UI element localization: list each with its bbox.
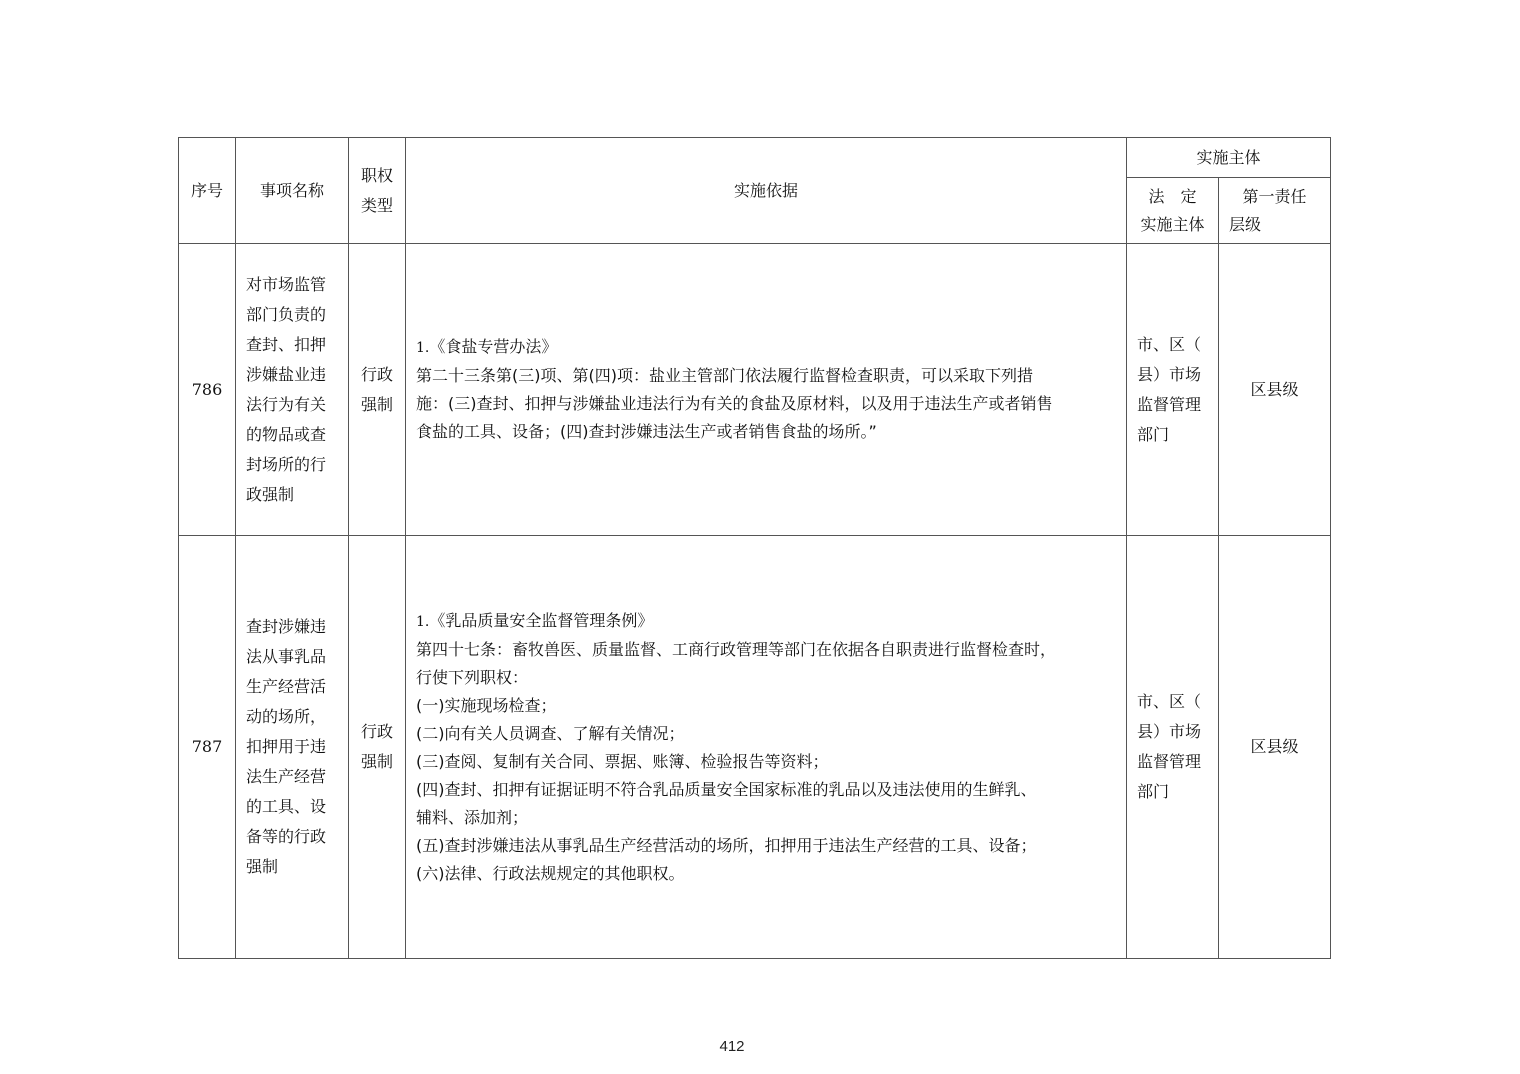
row-subject-line: 部门 bbox=[1137, 782, 1170, 801]
row-basis-line: 施：(三)查封、扣押与涉嫌盐业违法行为有关的食盐及原材料，以及用于违法生产或者销售 bbox=[416, 394, 1053, 413]
row-first-level: 区县级 bbox=[1219, 536, 1331, 959]
row-name bbox=[236, 244, 349, 536]
row-name-line: 部门负责的 bbox=[246, 304, 327, 324]
row-type-line: 行政 bbox=[360, 364, 393, 384]
row-basis-line: (三)查阅、复制有关合同、票据、账簿、检验报告等资料； bbox=[416, 751, 829, 771]
row-seq: 786 bbox=[179, 244, 236, 536]
header-type-line1: 职权 bbox=[360, 165, 393, 185]
row-type bbox=[349, 244, 406, 536]
row-basis-line: 第四十七条：畜牧兽医、质量监督、工商行政管理等部门在依据各自职责进行监督检查时， bbox=[416, 639, 1057, 659]
row-basis-line: (五)查封涉嫌违法从事乳品生产经营活动的场所，扣押用于违法生产经营的工具、设备； bbox=[416, 835, 1037, 855]
header-row-top bbox=[179, 138, 1331, 178]
row-name-line: 法从事乳品 bbox=[246, 647, 327, 666]
row-basis-line: (二)向有关人员调查、了解有关情况； bbox=[416, 723, 685, 743]
table-row bbox=[179, 244, 1331, 536]
page-number: 412 bbox=[719, 1038, 745, 1055]
header-legal-subject-line1: 法 定 bbox=[1148, 186, 1197, 206]
row-name-line: 政强制 bbox=[246, 484, 295, 504]
row-type-line: 强制 bbox=[360, 394, 393, 414]
row-name-line: 查封涉嫌违 bbox=[246, 617, 327, 636]
row-subject-line: 县）市场 bbox=[1137, 364, 1202, 384]
row-name-line: 对市场监管 bbox=[246, 274, 327, 294]
row-subject-line: 市、区（ bbox=[1137, 334, 1202, 354]
row-subject-line: 县）市场 bbox=[1137, 722, 1202, 741]
row-basis-title-num: 1. bbox=[416, 613, 430, 630]
row-name-line: 法生产经营 bbox=[246, 767, 327, 786]
header-first-level bbox=[1219, 178, 1331, 244]
header-legal-subject-line2: 实施主体 bbox=[1140, 214, 1205, 234]
header-type bbox=[349, 138, 406, 244]
row-name-line: 强制 bbox=[246, 857, 279, 876]
row-basis-title bbox=[416, 607, 1116, 636]
row-type bbox=[349, 536, 406, 959]
row-subject-line: 市、区（ bbox=[1137, 692, 1202, 711]
row-basis bbox=[406, 536, 1127, 959]
row-legal-subject bbox=[1127, 244, 1219, 536]
row-basis bbox=[406, 244, 1127, 536]
row-basis-line: (六)法律、行政法规规定的其他职权。 bbox=[416, 863, 685, 883]
header-basis: 实施依据 bbox=[406, 138, 1127, 244]
row-name-line: 生产经营活 bbox=[246, 677, 327, 696]
enforcement-items-table bbox=[178, 137, 1331, 959]
row-type-line: 行政 bbox=[360, 722, 393, 741]
row-name-line: 涉嫌盐业违 bbox=[246, 364, 327, 384]
row-seq: 787 bbox=[179, 536, 236, 959]
row-first-level: 区县级 bbox=[1219, 244, 1331, 536]
row-name-line: 的物品或查 bbox=[246, 424, 327, 444]
row-subject-line: 监督管理 bbox=[1137, 752, 1202, 771]
row-name-line: 动的场所， bbox=[246, 707, 327, 726]
row-subject-line: 监督管理 bbox=[1137, 394, 1202, 414]
table-row bbox=[179, 536, 1331, 959]
row-basis-line: (一)实施现场检查； bbox=[416, 695, 557, 715]
row-basis-title-num: 1. bbox=[416, 340, 430, 356]
row-legal-subject bbox=[1127, 536, 1219, 959]
row-name-line: 扣押用于违 bbox=[246, 737, 327, 756]
row-type-line: 强制 bbox=[360, 752, 393, 771]
row-name-line: 备等的行政 bbox=[246, 827, 327, 846]
row-name-line: 封场所的行 bbox=[246, 454, 327, 474]
header-seq: 序号 bbox=[179, 138, 236, 244]
row-name-line: 的工具、设 bbox=[246, 797, 327, 816]
header-name: 事项名称 bbox=[236, 138, 349, 244]
row-basis-line: 辅料、添加剂； bbox=[416, 807, 529, 827]
header-type-line2: 类型 bbox=[360, 195, 393, 215]
header-first-level-line1: 第一责任 bbox=[1242, 186, 1307, 206]
header-legal-subject bbox=[1127, 178, 1219, 244]
row-basis-title-text: 《乳品质量安全监督管理条例》 bbox=[429, 610, 654, 630]
row-basis-line: 行使下列职权： bbox=[416, 667, 529, 687]
row-name-line: 法行为有关 bbox=[246, 394, 327, 414]
header-first-level-line2: 层级 bbox=[1229, 214, 1262, 234]
header-subject-group: 实施主体 bbox=[1127, 138, 1331, 178]
row-basis-title-text: 《食盐专营办法》 bbox=[429, 337, 558, 356]
row-basis-line: (四)查封、扣押有证据证明不符合乳品质量安全国家标准的乳品以及违法使用的生鲜乳、 bbox=[416, 779, 1037, 799]
row-basis-title bbox=[416, 333, 1116, 362]
row-basis-line: 第二十三条第(三)项、第(四)项：盐业主管部门依法履行监督检查职责，可以采取下列措 bbox=[416, 366, 1033, 385]
row-name bbox=[236, 536, 349, 959]
row-subject-line: 部门 bbox=[1137, 424, 1170, 444]
row-name-line: 查封、扣押 bbox=[246, 334, 327, 354]
row-basis-line: 食盐的工具、设备；(四)查封涉嫌违法生产或者销售食盐的场所。” bbox=[416, 422, 877, 441]
